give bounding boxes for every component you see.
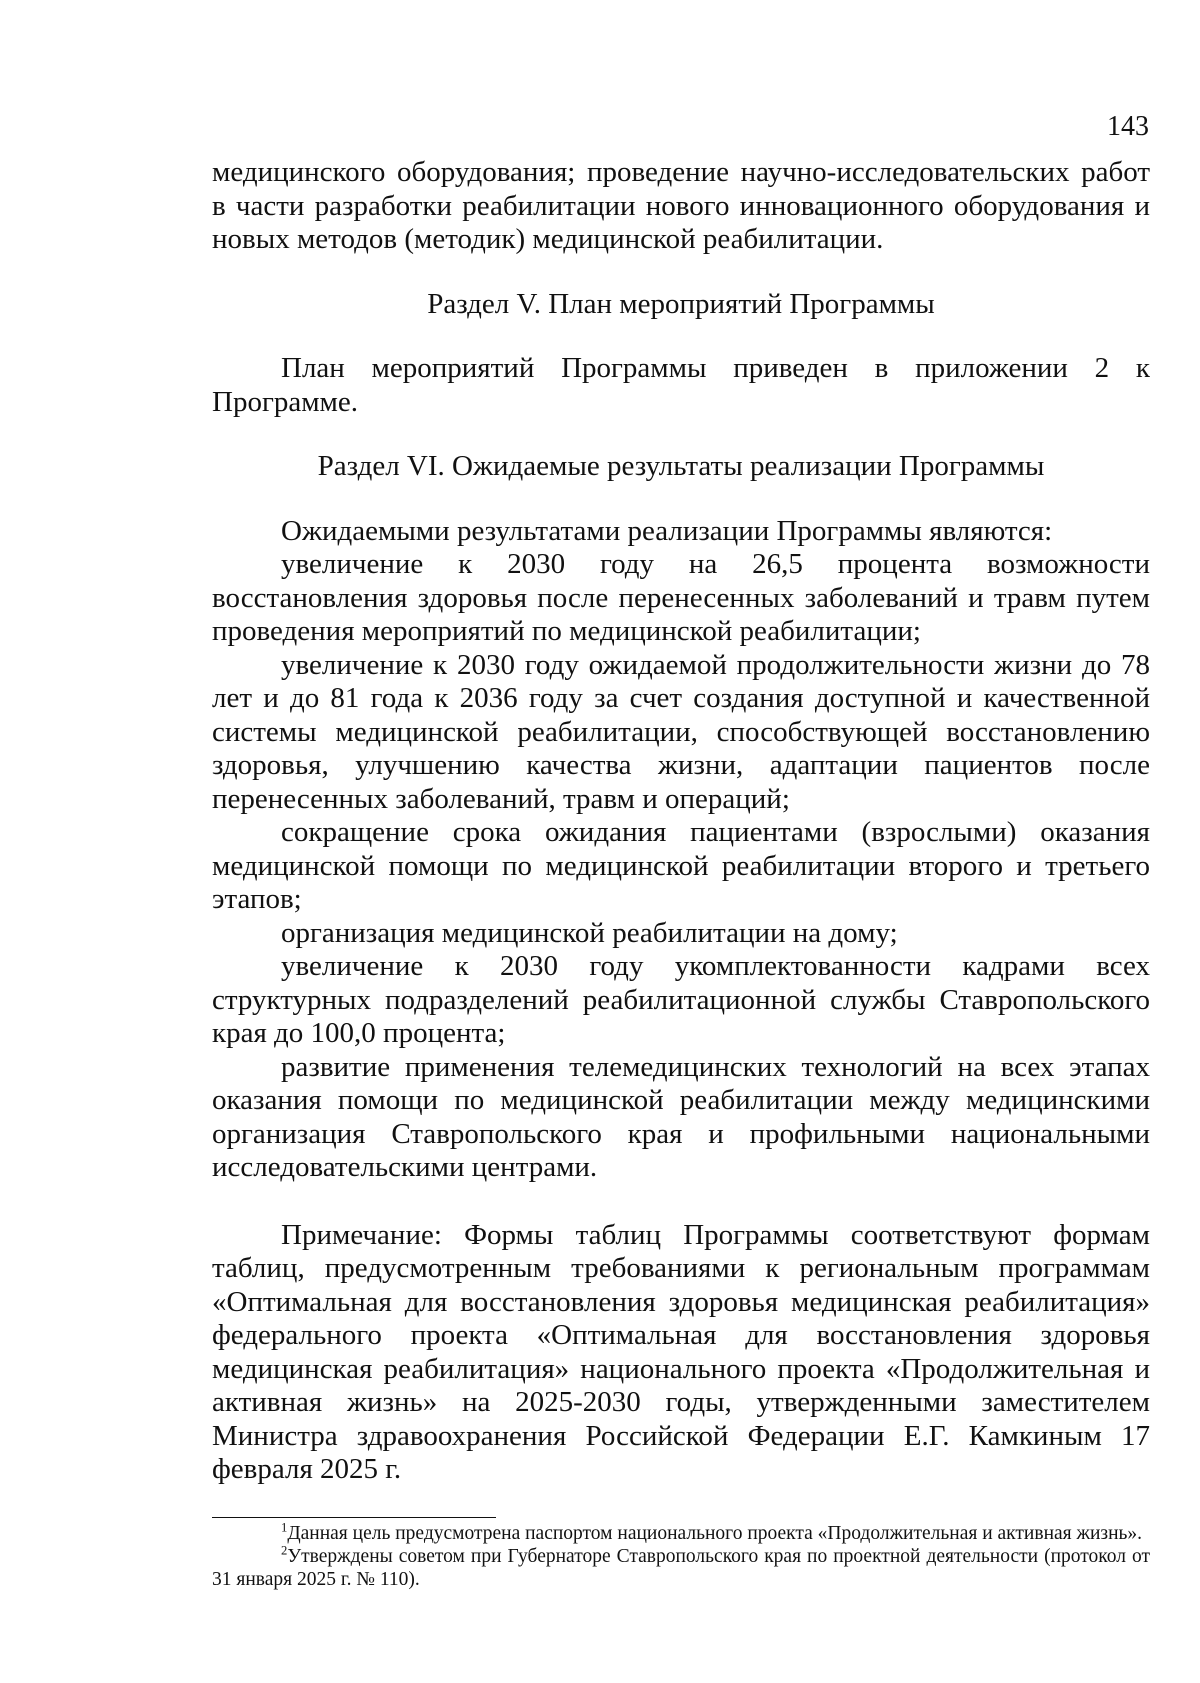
footnote-mark: 1: [281, 1520, 288, 1534]
footnote-mark: 2: [281, 1543, 288, 1557]
footnote-text: Данная цель предусмотрена паспортом национального проекта «Продолжительная и активная жизнь».: [287, 1522, 1143, 1544]
footnote: [212, 1545, 1150, 1591]
footnote: [212, 1522, 1150, 1545]
section-6-lead: Ожидаемыми результатами реализации Программы являются:: [281, 514, 1053, 547]
footnote-text: Утверждены советом при Губернаторе Ставропольского края по проектной деятельности (протокол от 31 января 2025 г. № 110).: [212, 1545, 1150, 1590]
note-paragraph: Примечание: Формы таблиц Программы соответствуют формам таблиц, предусмотренным требованиями к региональным программам «Оптимальная для восстановления здоровья медицинская реабилитация» федерального проекта «Оптимальная для восстановления здоровья медицинская реабилитация» национального проекта «Продолжительная и активная жизнь» на 2025-2030 годы, утвержденными заместителем Министра здравоохранения Российской Федерации Е.Г. Камкиным 17 февраля 2025 г.: [212, 1218, 1150, 1485]
result-item: сокращение срока ожидания пациентами (взрослыми) оказания медицинской помощи по медицинской реабилитации второго и третьего этапов;: [212, 816, 1150, 915]
intro-paragraph: медицинского оборудования; проведение научно-исследовательских работ в части разработки реабилитации нового инновационного оборудования и новых методов (методик) медицинской реабилитации.: [212, 156, 1150, 255]
section-5-text: План мероприятий Программы приведен в приложении 2 к Программе.: [212, 352, 1150, 418]
result-item: увеличение к 2030 году укомплектованности кадрами всех структурных подразделений реабилитационной службы Ставропольского края до 100,0 процента;: [212, 950, 1150, 1049]
result-item: увеличение к 2030 году ожидаемой продолжительности жизни до 78 лет и до 81 года к 2036 году за счет создания доступной и качественной системы медицинской реабилитации, способствующей восстановлению здоровья, улучшению качества жизни, адаптации пациентов после перенесенных заболеваний, травм и операций;: [212, 648, 1150, 815]
section-5-heading: Раздел V. План мероприятий Программы: [427, 287, 935, 320]
section-6-heading: Раздел VI. Ожидаемые результаты реализации Программы: [317, 450, 1045, 482]
footnote-separator: [212, 1517, 496, 1518]
result-item: развитие применения телемедицинских технологий на всех этапах оказания помощи по медицинской реабилитации между медицинскими организация Ставропольского края и профильными национальными исследовательскими центрами.: [212, 1050, 1150, 1183]
result-item: увеличение к 2030 году на 26,5 процента возможности восстановления здоровья после перенесенных заболеваний и травм путем проведения мероприятий по медицинской реабилитации;: [212, 548, 1150, 647]
footnotes: [212, 1522, 1150, 1591]
document-body: [212, 156, 1150, 1591]
document-page: [212, 110, 1150, 1591]
page-number: 143: [1107, 111, 1149, 142]
result-item: организация медицинской реабилитации на дому;: [281, 916, 898, 949]
